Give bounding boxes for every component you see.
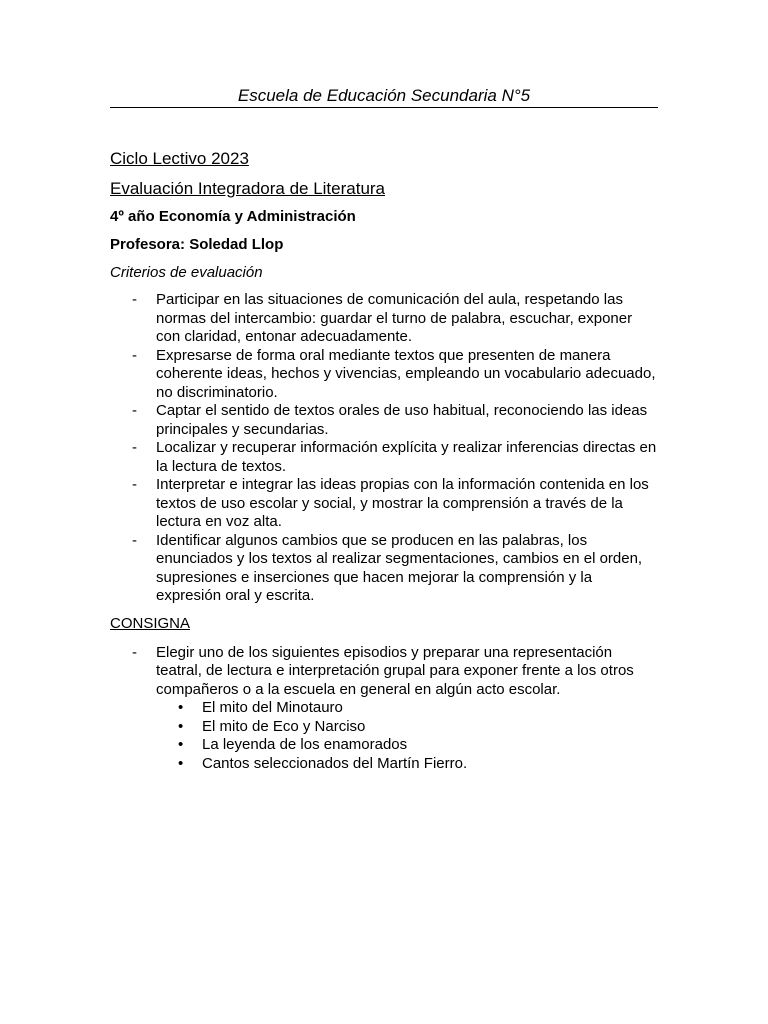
- course-name: 4º año Economía y Administración: [110, 208, 356, 225]
- assignment-instruction: [110, 644, 660, 700]
- episode-option-text: La leyenda de los enamorados: [202, 736, 408, 753]
- episode-option-text: Cantos seleccionados del Martín Fierro.: [202, 754, 468, 772]
- episode-option: [110, 736, 660, 755]
- criteria-item-text: Captar el sentido de textos orales de uso habitual, reconociendo las ideas principales y secundarias.: [156, 402, 648, 438]
- criteria-item-text: Identificar algunos cambios que se producen en las palabras, los enunciados y los textos al realizar segmentaciones, cambios en el orden, supresiones e inserciones que hacen mejorar la comprensión y la expresión oral y escrita.: [156, 531, 643, 604]
- criteria-item: [110, 402, 660, 439]
- episode-options: [110, 699, 660, 773]
- assignment-list: [110, 644, 660, 700]
- criteria-item: [110, 532, 660, 606]
- criteria-item-text: Localizar y recuperar información explícita y realizar inferencias directas en la lectura de textos.: [156, 439, 657, 475]
- dash-marker: -: [132, 439, 137, 456]
- criteria-item: [110, 291, 660, 347]
- criteria-title: Criterios de evaluación: [110, 264, 263, 281]
- criteria-item: [110, 347, 660, 403]
- bullet-icon: •: [178, 736, 184, 753]
- assignment-title: CONSIGNA: [110, 614, 191, 632]
- dash-marker: -: [132, 402, 137, 419]
- criteria-item-text: Interpretar e integrar las ideas propias con la información contenida en los textos de uso escolar y social, y mostrar la comprensión a través de la lectura en voz alta.: [156, 476, 649, 530]
- episode-option-text: El mito de Eco y Narciso: [202, 717, 366, 735]
- assignment-instruction-text: Elegir uno de los siguientes episodios y preparar una representación teatral, de lectura e interpretación grupal para exponer frente a los otros compañeros o a la escuela en general en algún acto escolar.: [156, 643, 634, 698]
- dash-marker: -: [132, 531, 137, 549]
- teacher-name: Profesora: Soledad Llop: [110, 236, 284, 253]
- dash-marker: -: [132, 476, 137, 493]
- dash-marker: -: [132, 346, 137, 364]
- document-body: [110, 148, 660, 773]
- bullet-icon: •: [178, 754, 184, 772]
- school-header: Escuela de Educación Secundaria N°5: [110, 85, 658, 108]
- evaluation-title: Evaluación Integradora de Literatura: [110, 179, 386, 198]
- bullet-icon: •: [178, 699, 184, 716]
- dash-marker: -: [132, 291, 137, 308]
- criteria-item: [110, 439, 660, 476]
- criteria-item-text: Participar en las situaciones de comunicación del aula, respetando las normas del intercambio: guardar el turno de palabra, escuchar, exponer con claridad, entonar adecuadamente.: [156, 291, 633, 345]
- school-year: Ciclo Lectivo 2023: [110, 149, 249, 168]
- episode-option: [110, 718, 660, 737]
- episode-option-text: El mito del Minotauro: [202, 699, 343, 716]
- criteria-list: [110, 291, 660, 606]
- episode-option: [110, 699, 660, 718]
- episode-option: [110, 755, 660, 774]
- criteria-item: [110, 476, 660, 532]
- criteria-item-text: Expresarse de forma oral mediante textos que presenten de manera coherente ideas, hechos y vivencias, empleando un vocabulario adecuado, no discriminatorio.: [156, 346, 656, 401]
- bullet-icon: •: [178, 717, 184, 735]
- dash-marker: -: [132, 643, 137, 661]
